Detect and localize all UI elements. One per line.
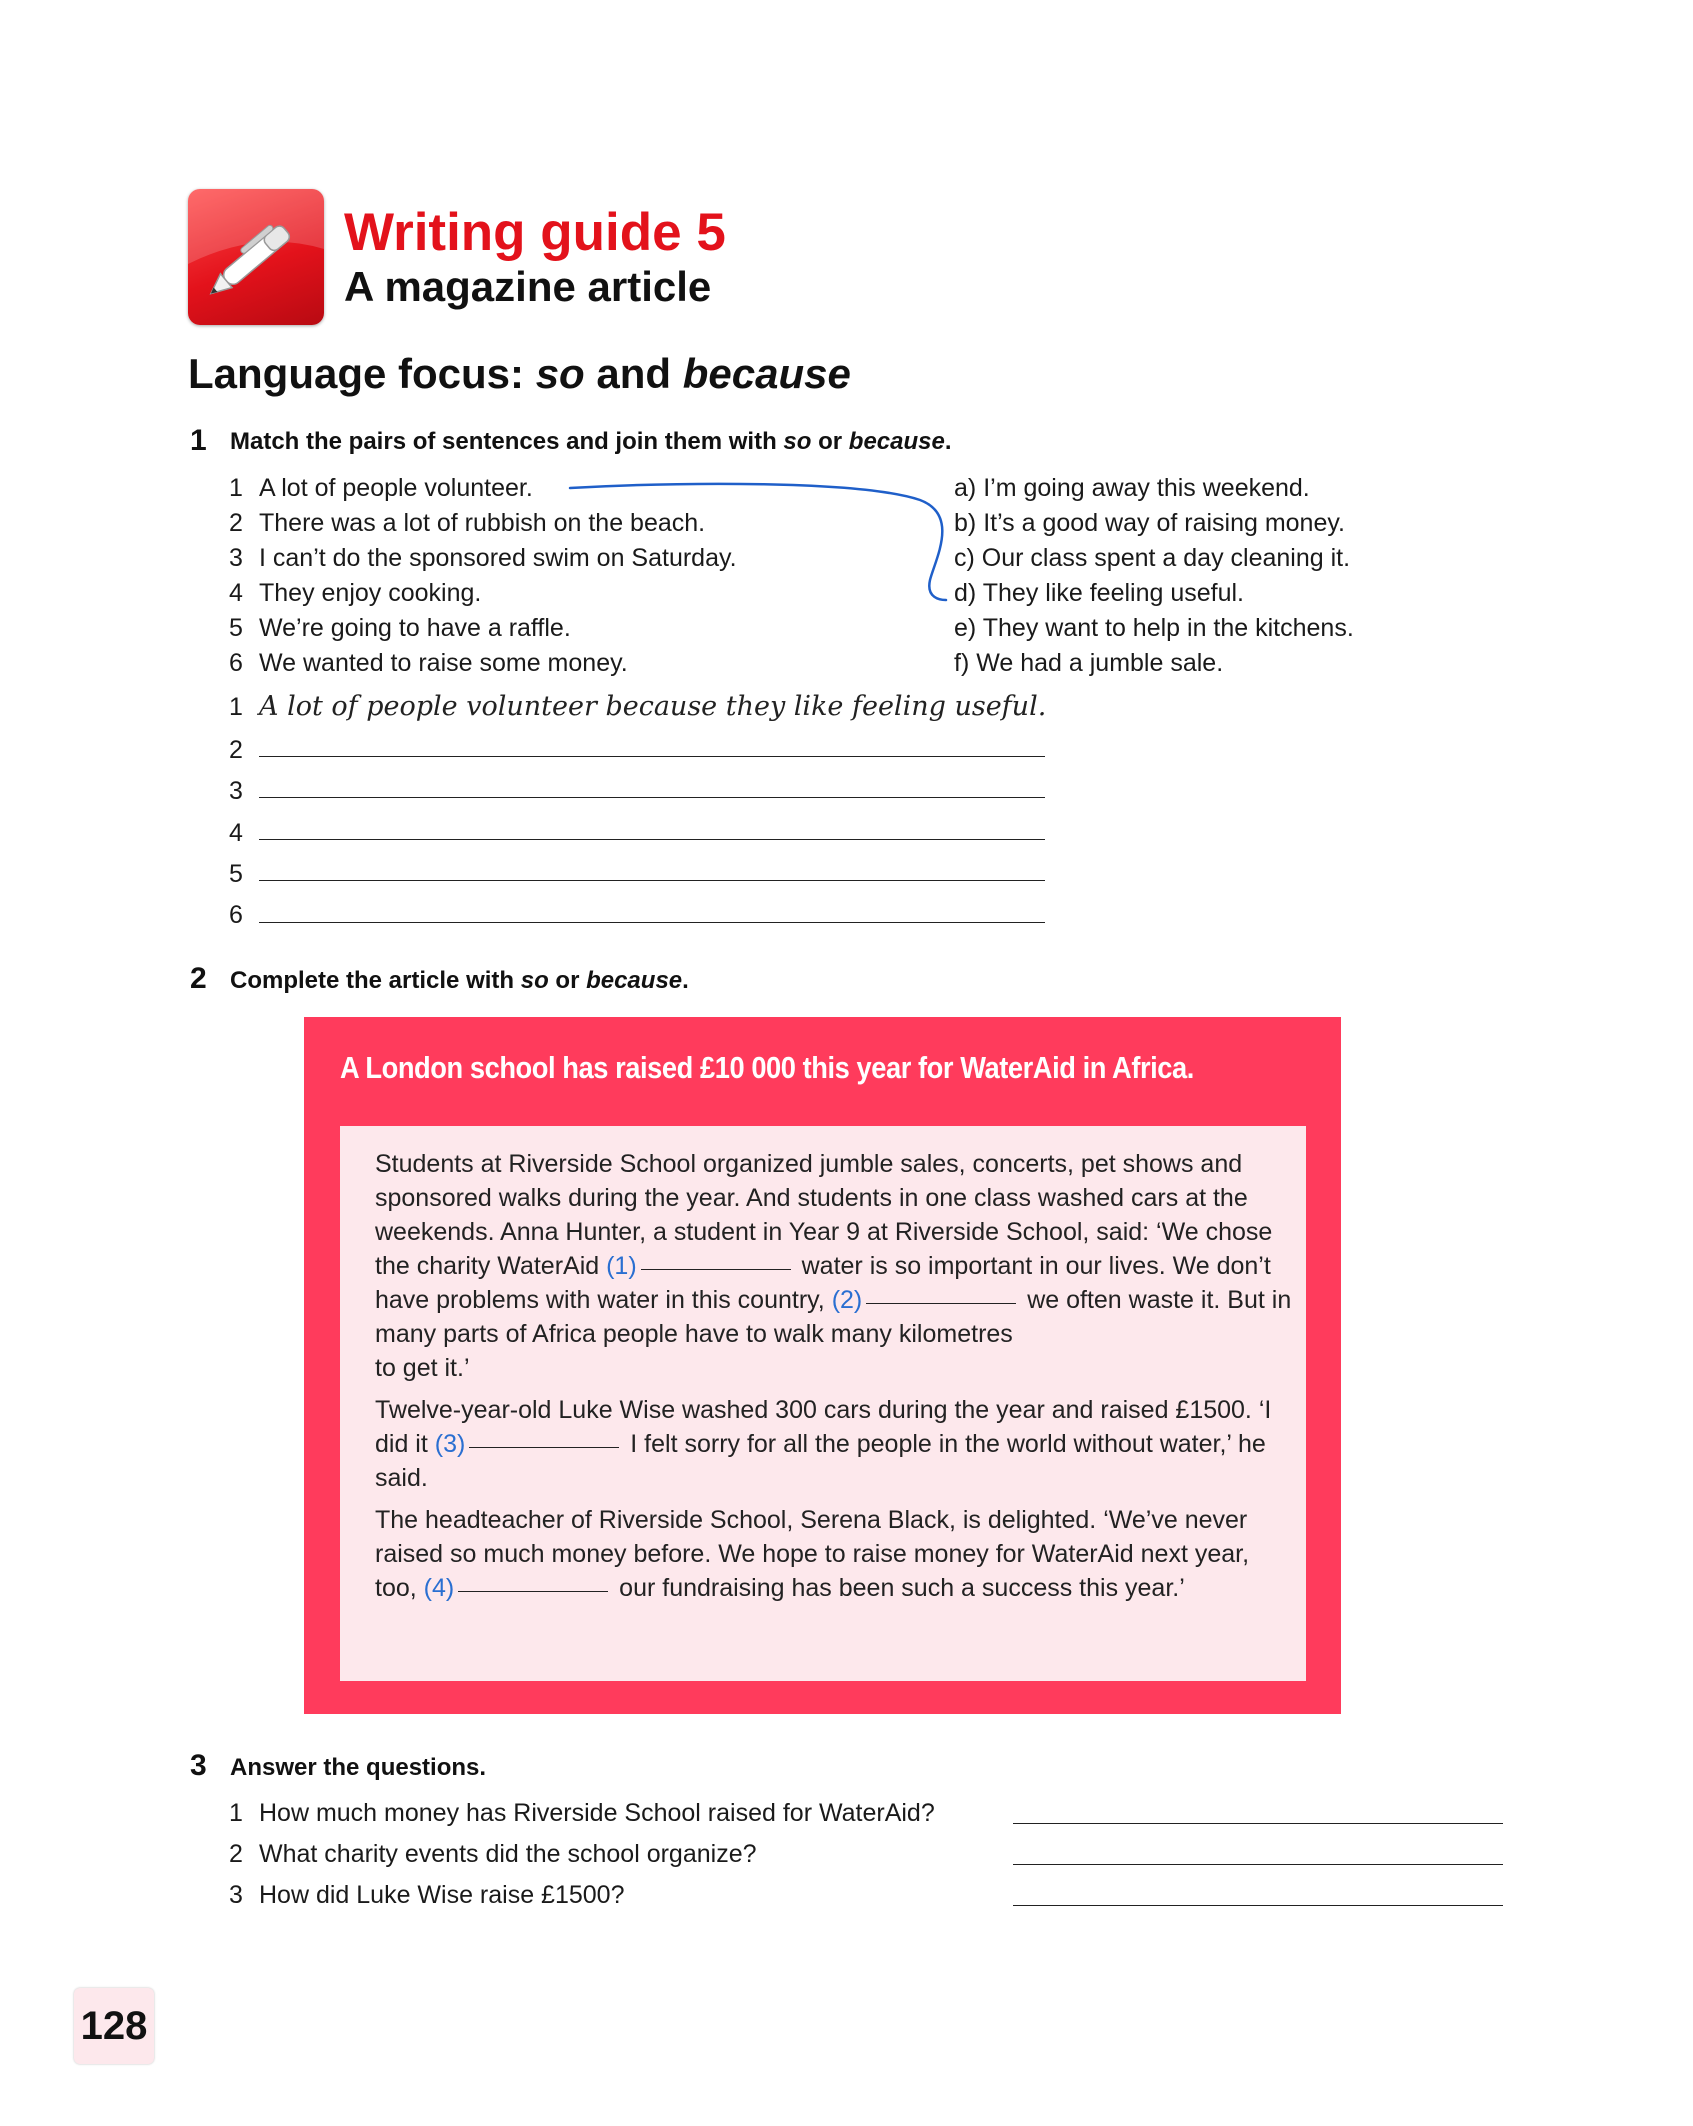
question-text: How much money has Riverside School raised for WaterAid? bbox=[259, 1799, 935, 1827]
instruction-so: so bbox=[783, 428, 812, 455]
answer-line[interactable] bbox=[259, 797, 1045, 798]
instruction-text: Complete the article with bbox=[230, 967, 521, 994]
item-label: a) bbox=[954, 474, 977, 502]
article-paragraph bbox=[375, 1393, 1295, 1495]
item-number: 1 bbox=[229, 474, 243, 502]
instruction-end: . bbox=[944, 428, 952, 455]
writing-guide-logo bbox=[188, 189, 324, 325]
item-label: f) bbox=[954, 649, 970, 677]
answer-line[interactable] bbox=[1013, 1823, 1503, 1824]
article-text: to get it.’ bbox=[375, 1354, 470, 1382]
answer-line[interactable] bbox=[259, 756, 1045, 757]
article-text: Students at Riverside School organized jumble sales, concerts, pet shows and sponsored walks during the year. And students in one class washed cars at the weekends. Anna Hunter, a student in Year 9 at Riverside School, said: ‘We chose the charity WaterAid bbox=[375, 1150, 1273, 1280]
item-number: 5 bbox=[229, 614, 243, 642]
instruction-because: because bbox=[586, 967, 683, 994]
article-text: we often waste it. But in many parts of Africa people have to walk many kilometres bbox=[375, 1286, 1292, 1348]
item-text: They enjoy cooking. bbox=[259, 579, 482, 607]
section-heading-prefix: Language focus: bbox=[188, 350, 536, 397]
question-row bbox=[229, 1796, 935, 1831]
instruction-or: or bbox=[548, 967, 587, 994]
item-text: We wanted to raise some money. bbox=[259, 649, 628, 677]
answer-number: 3 bbox=[229, 777, 243, 805]
gap-blank[interactable] bbox=[469, 1447, 619, 1448]
list-item bbox=[229, 611, 737, 646]
list-item bbox=[954, 646, 1354, 681]
question-number: 2 bbox=[229, 1840, 243, 1868]
list-item bbox=[229, 646, 737, 681]
list-item bbox=[954, 611, 1354, 646]
match-connector-line bbox=[560, 470, 960, 610]
exercise-3-instruction: Answer the questions. bbox=[230, 1754, 487, 1781]
item-number: 4 bbox=[229, 579, 243, 607]
answer-number: 1 bbox=[229, 693, 243, 721]
article-text: The headteacher of Riverside School, Serena Black, is delighted. ‘We’ve never raised so much money before. We hope to raise money for WaterAid next year, too, bbox=[375, 1506, 1250, 1602]
question-row bbox=[229, 1878, 624, 1913]
item-label: e) bbox=[954, 614, 977, 642]
item-text: Our class spent a day cleaning it. bbox=[981, 544, 1351, 572]
answer-line[interactable] bbox=[259, 839, 1045, 840]
item-text: We had a jumble sale. bbox=[976, 649, 1224, 677]
answer-row bbox=[229, 690, 1046, 725]
question-row bbox=[229, 1837, 757, 1872]
pen-icon bbox=[188, 189, 324, 325]
gap-label: (3) bbox=[434, 1430, 466, 1458]
item-label: b) bbox=[954, 509, 977, 537]
question-number: 1 bbox=[229, 1799, 243, 1827]
instruction-text: Match the pairs of sentences and join them with bbox=[230, 428, 784, 455]
gap-label: (4) bbox=[423, 1574, 455, 1602]
answer-number: 6 bbox=[229, 901, 243, 929]
answer-number: 2 bbox=[229, 736, 243, 764]
item-text: A lot of people volunteer. bbox=[259, 474, 533, 502]
instruction-so: so bbox=[520, 967, 549, 994]
answer-line[interactable] bbox=[1013, 1905, 1503, 1906]
right-sentence-list bbox=[954, 471, 1354, 681]
item-number: 2 bbox=[229, 509, 243, 537]
item-label: d) bbox=[954, 579, 977, 607]
section-heading-and: and bbox=[584, 350, 683, 397]
answer-line[interactable] bbox=[1013, 1864, 1503, 1865]
exercise-2-instruction bbox=[230, 967, 689, 995]
section-heading-because: because bbox=[682, 350, 851, 397]
exercise-2-number: 2 bbox=[190, 962, 207, 995]
gap-label: (2) bbox=[831, 1286, 863, 1314]
instruction-because: because bbox=[848, 428, 945, 455]
question-number: 3 bbox=[229, 1881, 243, 1909]
gap-blank[interactable] bbox=[641, 1269, 791, 1270]
item-text: They want to help in the kitchens. bbox=[982, 614, 1354, 642]
answer-line[interactable] bbox=[259, 880, 1045, 881]
instruction-end: . bbox=[682, 967, 689, 994]
question-text: What charity events did the school organize? bbox=[259, 1840, 757, 1868]
list-item bbox=[954, 576, 1354, 611]
article-text: our fundraising has been such a success this year.’ bbox=[612, 1574, 1185, 1602]
gap-label: (1) bbox=[606, 1252, 637, 1280]
gap-blank[interactable] bbox=[866, 1303, 1016, 1304]
answer-line[interactable] bbox=[259, 922, 1045, 923]
exercise-3-number: 3 bbox=[190, 1749, 207, 1782]
instruction-or: or bbox=[811, 428, 849, 455]
question-text: How did Luke Wise raise £1500? bbox=[259, 1881, 625, 1909]
section-heading-so: so bbox=[535, 350, 585, 397]
section-heading bbox=[188, 348, 851, 400]
list-item bbox=[954, 471, 1354, 506]
example-answer: A lot of people volunteer because they like feeling useful. bbox=[259, 691, 1047, 722]
page-subtitle: A magazine article bbox=[344, 263, 712, 310]
article-paragraph bbox=[375, 1147, 1295, 1385]
list-item bbox=[954, 506, 1354, 541]
answer-number: 5 bbox=[229, 860, 243, 888]
item-text: They like feeling useful. bbox=[982, 579, 1244, 607]
article-body bbox=[375, 1147, 1295, 1613]
list-item bbox=[954, 541, 1354, 576]
item-label: c) bbox=[954, 544, 975, 572]
item-text: It’s a good way of raising money. bbox=[983, 509, 1345, 537]
item-number: 6 bbox=[229, 649, 243, 677]
page-title: Writing guide 5 bbox=[344, 203, 726, 262]
item-number: 3 bbox=[229, 544, 243, 572]
article-headline: A London school has raised £10 000 this year for WaterAid in Africa. bbox=[340, 1050, 1194, 1085]
item-text: I’m going away this weekend. bbox=[983, 474, 1310, 502]
article-text: I felt sorry for all the people in the world without water,’ he said. bbox=[375, 1430, 1266, 1492]
exercise-1-instruction bbox=[230, 428, 952, 456]
item-text: I can’t do the sponsored swim on Saturday. bbox=[259, 544, 737, 572]
page-number: 128 bbox=[74, 1988, 154, 2064]
exercise-1-number: 1 bbox=[190, 424, 207, 457]
item-text: We’re going to have a raffle. bbox=[259, 614, 571, 642]
gap-blank[interactable] bbox=[458, 1591, 608, 1592]
article-paragraph bbox=[375, 1503, 1295, 1605]
answer-number: 4 bbox=[229, 819, 243, 847]
item-text: There was a lot of rubbish on the beach. bbox=[259, 509, 706, 537]
article-text: Twelve-year-old Luke Wise washed 300 cars during the year and raised £1500. ‘I did it bbox=[375, 1396, 1272, 1458]
article-text: water is so important in our lives. We don’t have problems with water in this country, bbox=[375, 1252, 1271, 1314]
